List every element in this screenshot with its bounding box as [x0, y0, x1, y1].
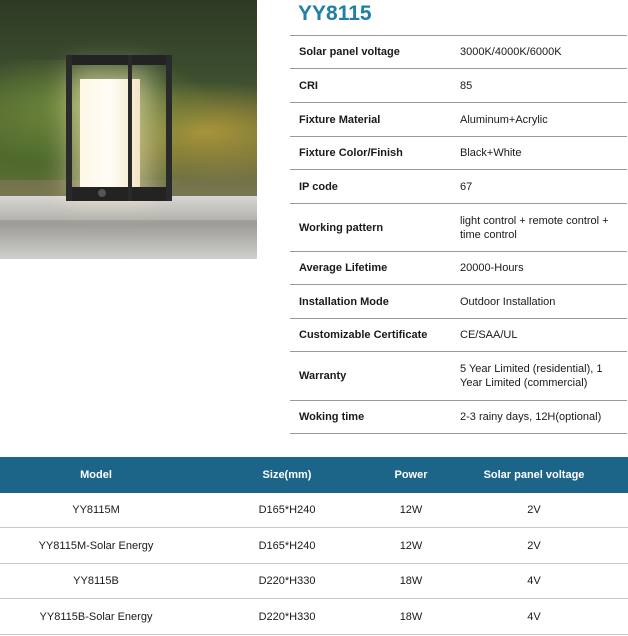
- model-table: [0, 457, 628, 635]
- product-photo: [0, 0, 257, 259]
- spec-row: [290, 284, 627, 318]
- product-title: YY8115: [298, 2, 372, 25]
- spec-row: [290, 102, 627, 136]
- cell-voltage: 2V: [527, 539, 541, 552]
- cell-size: D220*H330: [258, 610, 316, 623]
- table-row: [0, 599, 628, 635]
- spec-value: 2-3 rainy days, 12H(optional): [460, 411, 602, 423]
- spec-value: Outdoor Installation: [460, 295, 556, 308]
- cell-model: YY8115B-Solar Energy: [39, 610, 153, 623]
- spec-value: light control + remote control + time control: [460, 214, 609, 241]
- header-size: Size(mm): [262, 469, 312, 481]
- header-model: Model: [80, 469, 112, 481]
- lamp-base: [66, 187, 172, 201]
- lamp-frame-middle: [128, 55, 132, 201]
- spec-label: Fixture Color/Finish: [299, 147, 403, 159]
- cell-model: YY8115M: [72, 504, 120, 516]
- spec-row: [290, 351, 627, 400]
- cell-model: YY8115M-Solar Energy: [38, 539, 154, 552]
- spec-label: Working pattern: [299, 221, 384, 234]
- cell-power: 18W: [399, 610, 423, 623]
- spec-label: CRI: [299, 79, 318, 92]
- spec-value: 85: [460, 79, 473, 92]
- cell-size: D165*H240: [258, 504, 316, 516]
- spec-value: CE/SAA/UL: [460, 329, 518, 341]
- lamp-frame-left: [66, 55, 72, 201]
- spec-row: [290, 203, 627, 251]
- spec-table: [290, 35, 627, 434]
- cell-voltage: 2V: [527, 504, 541, 516]
- spec-label: Customizable Certificate: [299, 329, 428, 341]
- lamp-frame-right: [166, 55, 172, 201]
- cell-voltage: 4V: [527, 610, 541, 623]
- light-sensor: [98, 189, 106, 197]
- spec-value: 3000K/4000K/6000K: [460, 46, 562, 58]
- spec-row: [290, 68, 627, 102]
- spec-label: Warranty: [299, 370, 347, 382]
- cell-model: YY8115B: [73, 575, 119, 587]
- spec-value: 20000-Hours: [460, 262, 524, 274]
- lamp-roof: [66, 55, 172, 65]
- table-row: [0, 493, 628, 528]
- spec-value: 67: [460, 180, 473, 193]
- spec-label: Solar panel voltage: [299, 46, 400, 58]
- header-power: Power: [394, 469, 428, 481]
- spec-row: [290, 251, 627, 284]
- table-row: [0, 564, 628, 599]
- spec-value: 5 Year Limited (residential), 1 Year Limited (commercial): [460, 363, 603, 389]
- model-table-header: [0, 457, 628, 493]
- spec-row: [290, 136, 627, 169]
- cell-power: 18W: [399, 575, 423, 587]
- spec-row: [290, 35, 627, 68]
- header-solar-voltage: Solar panel voltage: [483, 469, 585, 481]
- cell-size: D220*H330: [258, 575, 316, 587]
- spec-row: [290, 400, 627, 434]
- cell-size: D165*H240: [258, 539, 316, 552]
- spec-label: Installation Mode: [299, 295, 389, 308]
- spec-label: Fixture Material: [299, 113, 381, 126]
- spec-row: [290, 169, 627, 203]
- spec-label: IP code: [299, 180, 338, 193]
- spec-label: Average Lifetime: [299, 262, 388, 274]
- cell-power: 12W: [399, 539, 423, 552]
- spec-value: Aluminum+Acrylic: [460, 113, 548, 126]
- spec-value: Black+White: [460, 147, 522, 159]
- cell-voltage: 4V: [527, 575, 541, 587]
- spec-row: [290, 318, 627, 351]
- lantern-lamp: [66, 55, 172, 201]
- cell-power: 12W: [399, 504, 423, 516]
- spec-label: Woking time: [299, 411, 365, 423]
- table-row: [0, 528, 628, 564]
